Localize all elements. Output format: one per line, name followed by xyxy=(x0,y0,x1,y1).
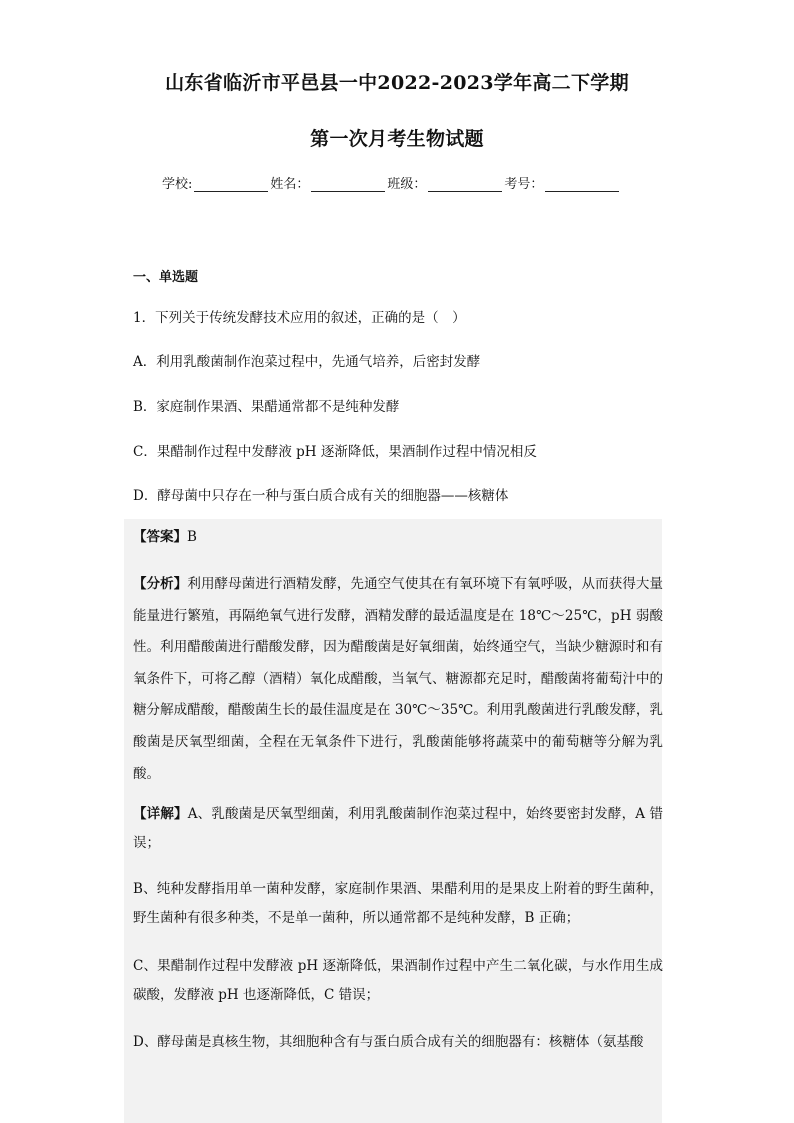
class-label: 班级： xyxy=(387,177,427,192)
section-title: 一、单选题 xyxy=(133,270,199,285)
option-c: C．果醋制作过程中发酵液 pH 逐渐降低，果酒制作过程中情况相反 xyxy=(133,444,537,460)
school-label: 学校: xyxy=(162,177,193,192)
analysis-tag: 【分析】 xyxy=(133,576,188,592)
detail-paragraph-c: C、果醋制作过程中发酵液 pH 逐渐降低，果酒制作过程中产生二氧化碳，与水作用生成碳酸，发酵液 pH 也逐渐降低，C 错误； xyxy=(133,958,663,1003)
option-d: D．酵母菌中只存在一种与蛋白质合成有关的细胞器——核糖体 xyxy=(133,488,509,504)
answer-tag: 【答案】 xyxy=(133,529,187,545)
detail-paragraph-a xyxy=(133,800,663,858)
page-title-line1: 山东省临沂市平邑县一中2022-2023学年高二下学期 xyxy=(165,72,629,94)
class-blank[interactable] xyxy=(428,177,502,192)
page-title-line2: 第一次月考生物试题 xyxy=(310,128,484,150)
number-blank[interactable] xyxy=(545,177,619,192)
detail-a-text: A、乳酸菌是厌氧型细菌，利用乳酸菌制作泡菜过程中，始终要密封发酵，A 错误； xyxy=(133,806,664,851)
student-info-line xyxy=(162,173,621,192)
answer-line xyxy=(133,523,663,551)
detail-paragraph-d: D、酵母菌是真核生物，其细胞种含有与蛋白质合成有关的细胞器有：核糖体（氨基酸 xyxy=(133,1034,644,1050)
school-blank[interactable] xyxy=(194,177,268,192)
detail-tag: 【详解】 xyxy=(133,806,188,822)
name-label: 姓名： xyxy=(270,177,310,192)
option-b: B．家庭制作果酒、果醋通常都不是纯种发酵 xyxy=(133,399,400,415)
option-a: A．利用乳酸菌制作泡菜过程中，先通气培养，后密封发酵 xyxy=(133,354,481,370)
question-stem: 1．下列关于传统发酵技术应用的叙述，正确的是（ ） xyxy=(133,310,466,326)
analysis-paragraph xyxy=(133,569,663,790)
analysis-text: 利用酵母菌进行酒精发酵，先通空气使其在有氧环境下有氧呼吸，从而获得大量能量进行繁殖，再隔绝氧气进行发酵，酒精发酵的最适温度是在 18℃～25℃，pH 弱酸性。利用醋酸菌进行醋酸发酵，因为醋酸菌是好氧细菌，始终通空气，当缺少糖源时和有氧条件下，可将乙醇（酒精）氧化成醋酸，当氧气、糖源都充足时，醋酸菌将葡萄汁中的糖分解成醋酸，醋酸菌生长的最佳温度是在 30℃～35℃。利用乳酸菌进行乳酸发酵，乳酸菌是厌氧型细菌，全程在无氧条件下进行，乳酸菌能够将蔬菜中的葡萄糖等分解为乳酸。 xyxy=(133,576,664,782)
number-label: 考号： xyxy=(504,177,544,192)
answer-value: B xyxy=(187,529,197,545)
name-blank[interactable] xyxy=(311,177,385,192)
detail-paragraph-b: B、纯种发酵指用单一菌种发酵，家庭制作果酒、果醋利用的是果皮上附着的野生菌种，野生菌种有很多种类，不是单一菌种，所以通常都不是纯种发酵，B 正确； xyxy=(133,881,663,926)
